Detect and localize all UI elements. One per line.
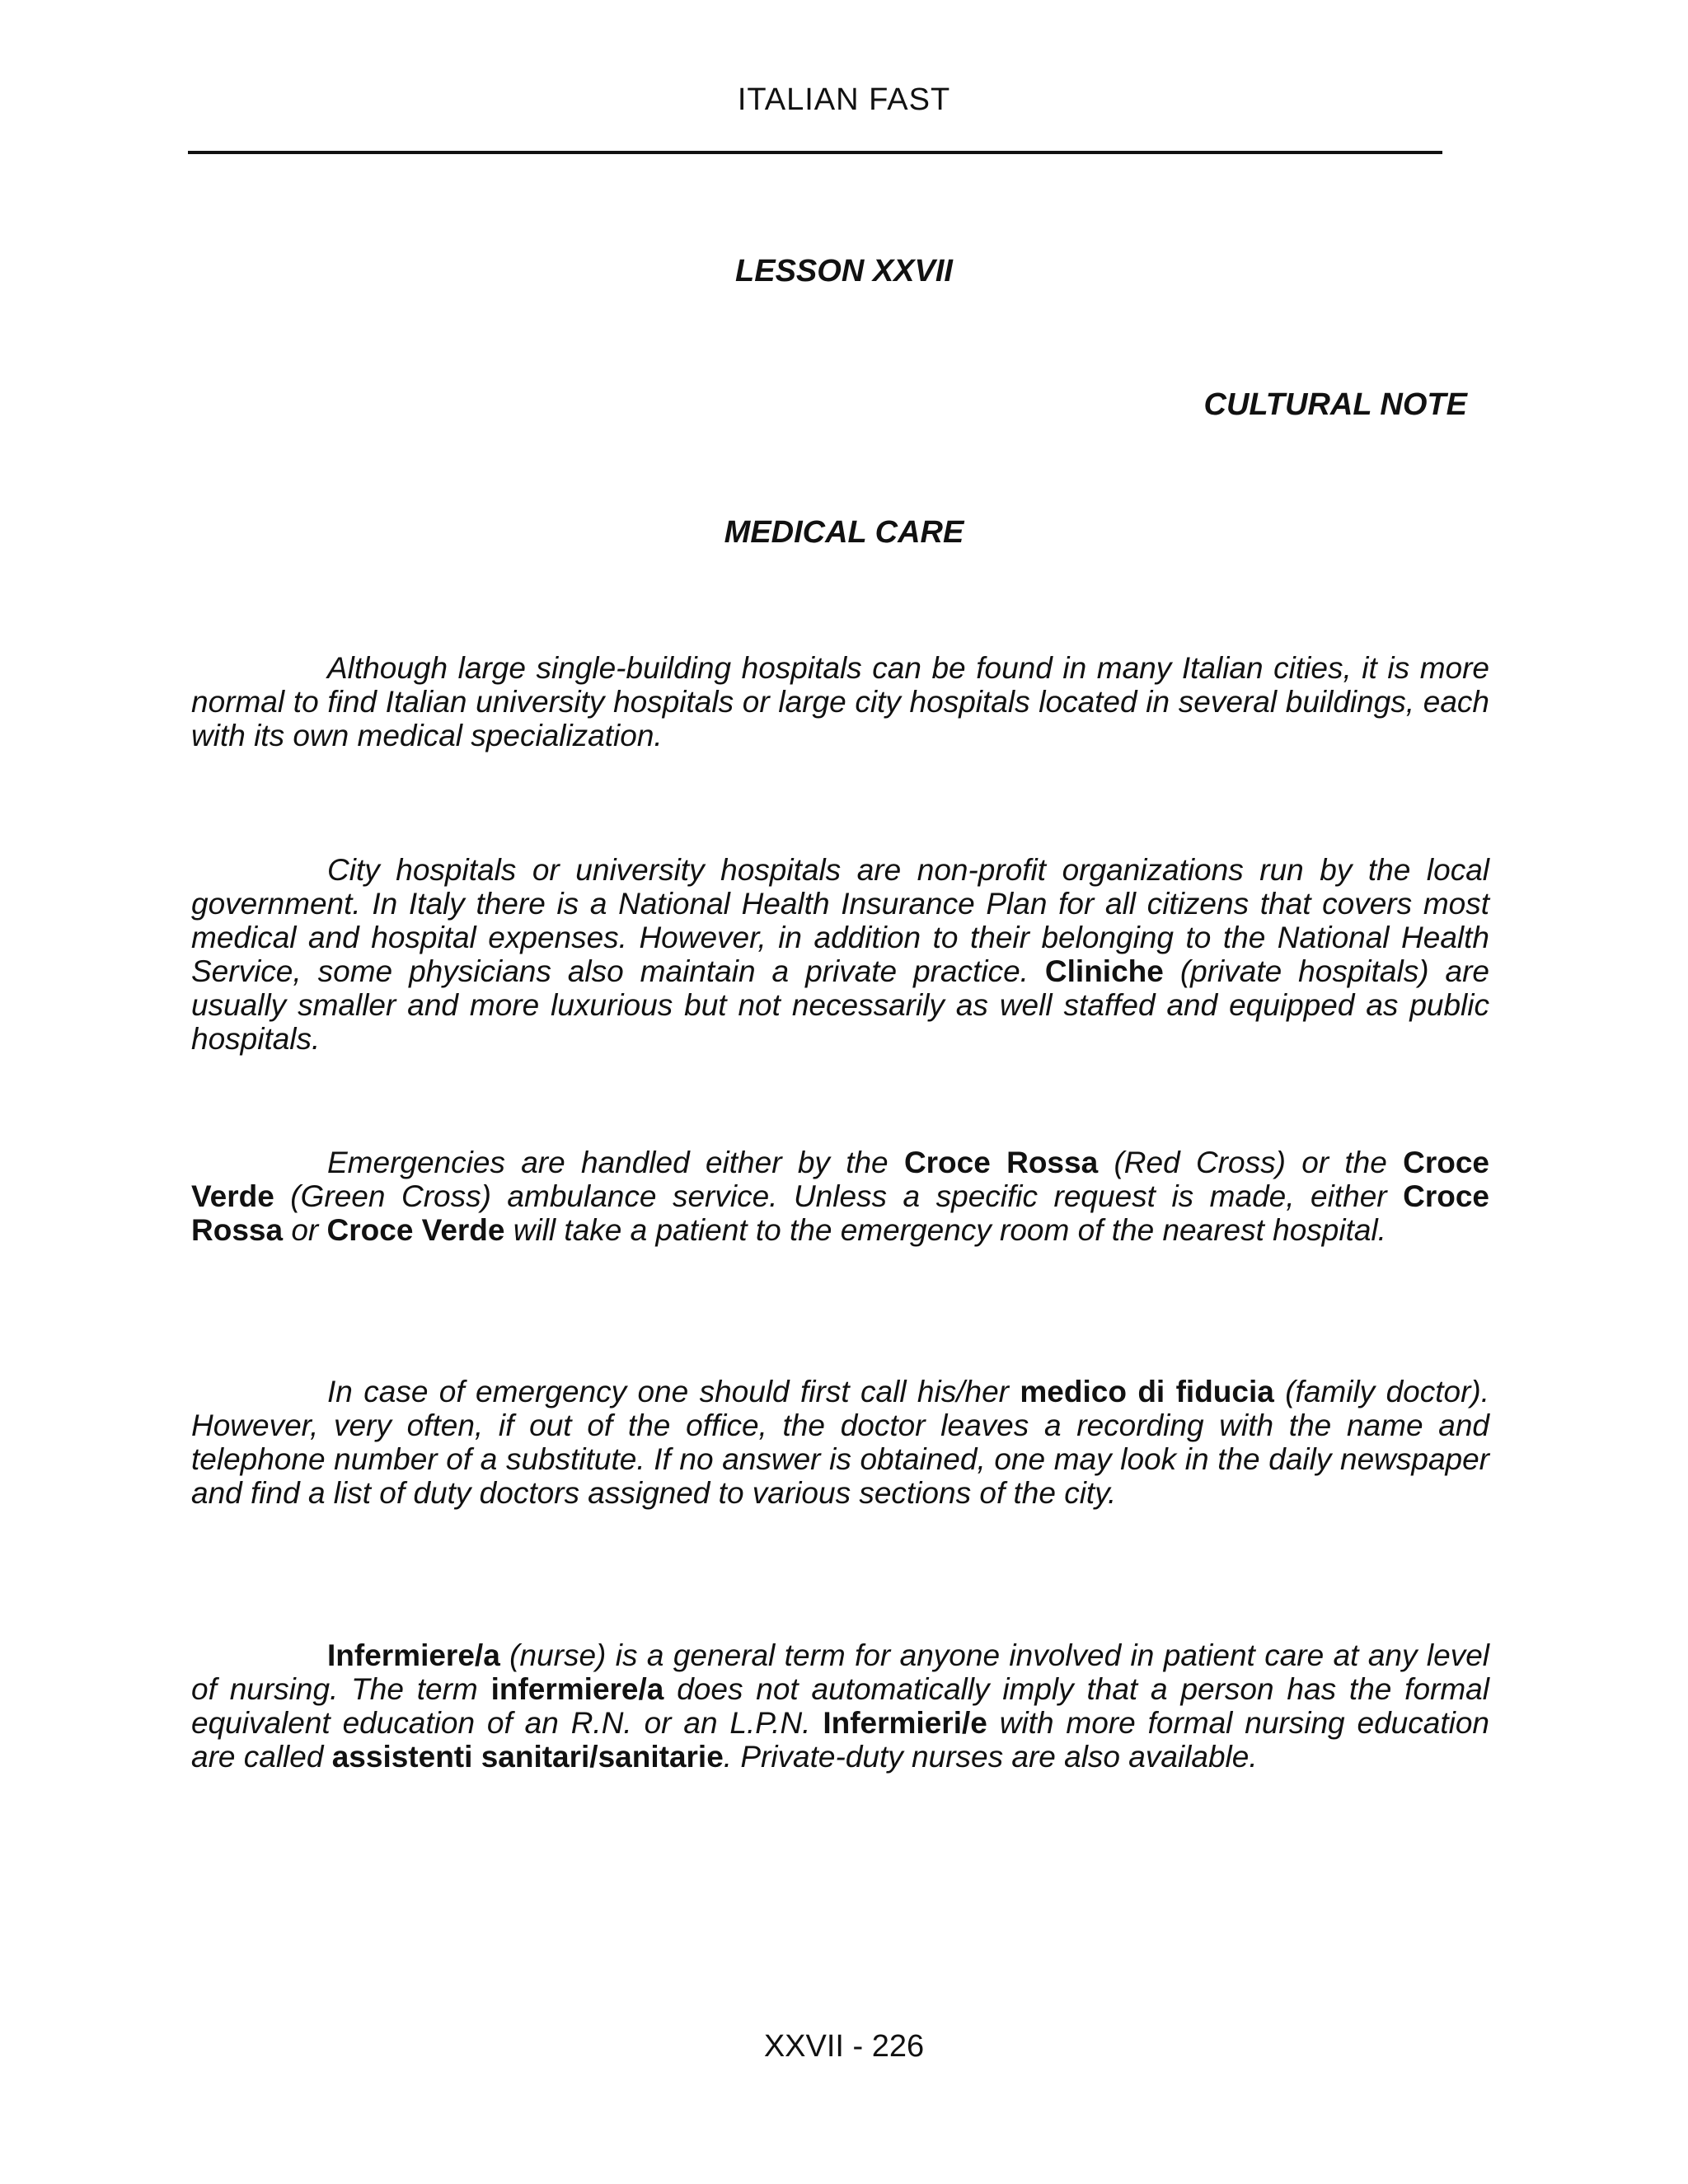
- bold-term: Cliniche: [1044, 954, 1164, 988]
- bold-term: Infermieri/e: [823, 1706, 987, 1740]
- paragraph-public-system: [191, 853, 1489, 1056]
- bold-term: medico di fiducia: [1020, 1375, 1274, 1408]
- bold-term: infermiere/a: [490, 1672, 664, 1706]
- page-header: ITALIAN FAST: [737, 82, 951, 117]
- text-segment: (Red Cross) or the: [1098, 1146, 1404, 1179]
- topic-title: MEDICAL CARE: [724, 515, 964, 550]
- text-segment: (private hospitals) are usually smaller and more luxurious but not necessarily as well staffed and equipped as public hospitals.: [191, 954, 1489, 1056]
- text-segment: In case of emergency one should first call his/her: [327, 1375, 1020, 1408]
- bold-term: Croce Rossa: [903, 1146, 1099, 1179]
- section-label: CULTURAL NOTE: [1203, 387, 1467, 422]
- bold-term: Croce Rossa: [191, 1179, 1489, 1247]
- bold-term: Croce Verde: [326, 1213, 505, 1247]
- text-segment: Emergencies are handled either by the: [327, 1146, 904, 1179]
- text-segment: (Green Cross) ambulance service. Unless a specific request is made, either: [274, 1179, 1404, 1213]
- header-rule: [188, 151, 1442, 154]
- bold-term: assistenti sanitari/sanitarie: [331, 1740, 724, 1774]
- paragraph-family-doctor: [191, 1375, 1489, 1510]
- text-segment: (family doctor). However, very often, if out of the office, the doctor leaves a recording with the name and telephone number of a substitute. If no answer is obtained, one may look in the daily newspaper and find a list of duty doctors assigned to various sections of the city.: [191, 1375, 1490, 1510]
- text-segment: does not automatically imply that a person has the formal equivalent education of an R.N. or an L.P.N.: [191, 1672, 1489, 1740]
- text-segment: Although large single-building hospitals can be found in many Italian cities, it is more normal to find Italian university hospitals or large city hospitals located in several buildings, each with its own medical specialization.: [191, 651, 1489, 752]
- text-segment: with more formal nursing education are called: [191, 1706, 1489, 1774]
- text-segment: City hospitals or university hospitals are non-profit organizations run by the local government. In Italy there is a National Health Insurance Plan for all citizens that covers most medical and hospital expenses. However, in addition to their belonging to the National Health Service, some physicians also maintain a private practice.: [191, 853, 1489, 988]
- page-number: XXVII - 226: [763, 2029, 925, 2064]
- text-segment: . Private-duty nurses are also available.: [723, 1740, 1258, 1774]
- paragraph-nurses: [191, 1638, 1489, 1774]
- bold-term: Croce Verde: [191, 1146, 1490, 1213]
- paragraph-hospitals: [191, 651, 1489, 752]
- text-segment: (nurse) is a general term for anyone involved in patient care at any level of nursing. The term: [191, 1638, 1489, 1706]
- text-segment: will take a patient to the emergency room of the nearest hospital.: [504, 1213, 1386, 1247]
- paragraph-emergencies: [191, 1146, 1489, 1247]
- text-segment: or: [283, 1213, 327, 1247]
- bold-term: Infermiere/a: [327, 1638, 500, 1672]
- lesson-title: LESSON XXVII: [735, 254, 953, 288]
